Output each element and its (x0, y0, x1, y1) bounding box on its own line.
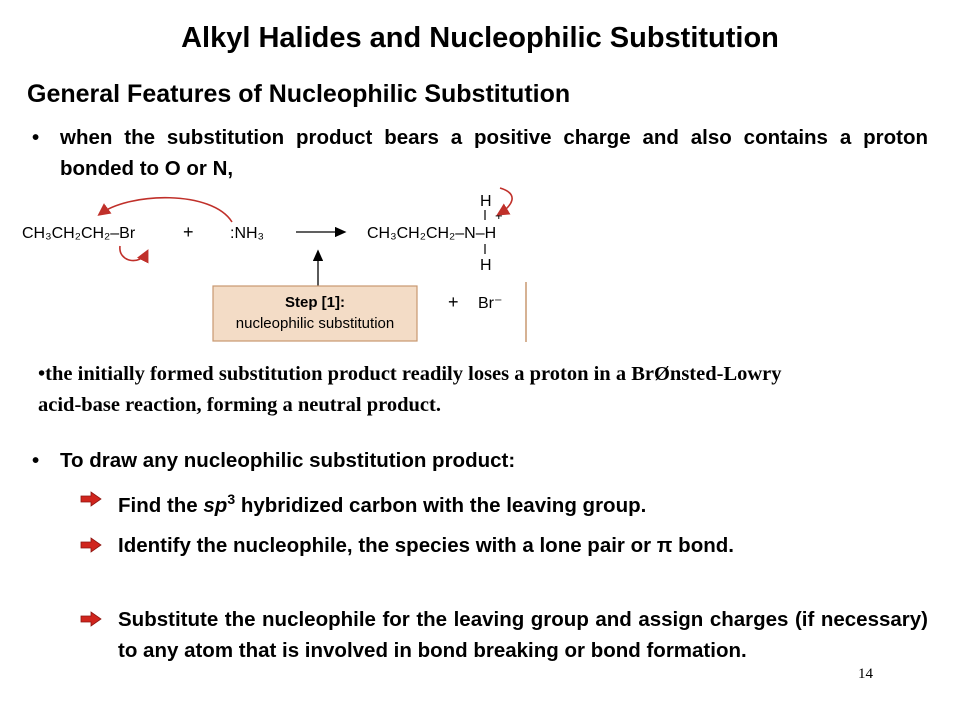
bullet-positive-charge (32, 122, 928, 184)
product-chain: CH₃CH₂CH₂–N–H (367, 225, 497, 242)
bullet-text: when the substitution product bears a positive charge and also contains a proton bonded to O or N, (60, 126, 928, 180)
step-1-post: hybridized carbon with the leaving group. (235, 493, 647, 517)
reactant-ammonia: :NH₃ (230, 225, 265, 242)
curved-arrow-nucleophile-attack (100, 198, 232, 222)
slide-title: Alkyl Halides and Nucleophilic Substitution (181, 22, 779, 54)
step-description: nucleophilic substitution (235, 315, 395, 332)
section-subtitle: General Features of Nucleophilic Substitution (27, 80, 571, 108)
page-number: 14 (858, 666, 873, 682)
reaction-diagram (0, 186, 560, 346)
reactant-alkyl-bromide: CH₃CH₂CH₂–Br (22, 225, 136, 242)
step-1-sup: 3 (227, 491, 236, 507)
step-item-3 (80, 604, 928, 666)
reaction-scheme-svg (0, 186, 560, 346)
plus-sign: + (183, 222, 194, 242)
todraw-heading: To draw any nucleophilic substitution product: (60, 449, 516, 472)
curved-arrow-bond-break (120, 246, 147, 261)
product-h-bottom: H (480, 257, 492, 274)
red-arrow-bullet-icon (80, 537, 102, 553)
step-item-1 (80, 484, 928, 521)
step-3-text: Substitute the nucleophile for the leaving group and assign charges (if necessary) to any atom that is involved in bond breaking or bond formation. (118, 608, 928, 662)
product-h-top: H (480, 193, 492, 210)
bullet-marker: • (32, 126, 40, 149)
byproduct-bromide: Br⁻ (478, 295, 503, 312)
red-arrow-bullet-icon (80, 491, 102, 507)
product-charge: + (495, 208, 503, 223)
step-1-pre: Find the (118, 493, 204, 517)
red-arrow-bullet-icon (80, 611, 102, 627)
todraw-bullet-marker: • (32, 449, 40, 472)
todraw-heading-row (32, 449, 515, 473)
step-item-2 (80, 530, 928, 561)
step-title: Step [1]: (285, 294, 345, 311)
acid-base-note: •the initially formed substitution product readily loses a proton in a BrØnsted-Lowry acid-base reaction, forming a neutral product. (38, 363, 782, 416)
step-2-text: Identify the nucleophile, the species with a lone pair or π bond. (118, 534, 734, 557)
step-1-text (118, 484, 928, 521)
byproduct-plus: + (448, 292, 459, 312)
step-1-em: sp (203, 493, 228, 517)
